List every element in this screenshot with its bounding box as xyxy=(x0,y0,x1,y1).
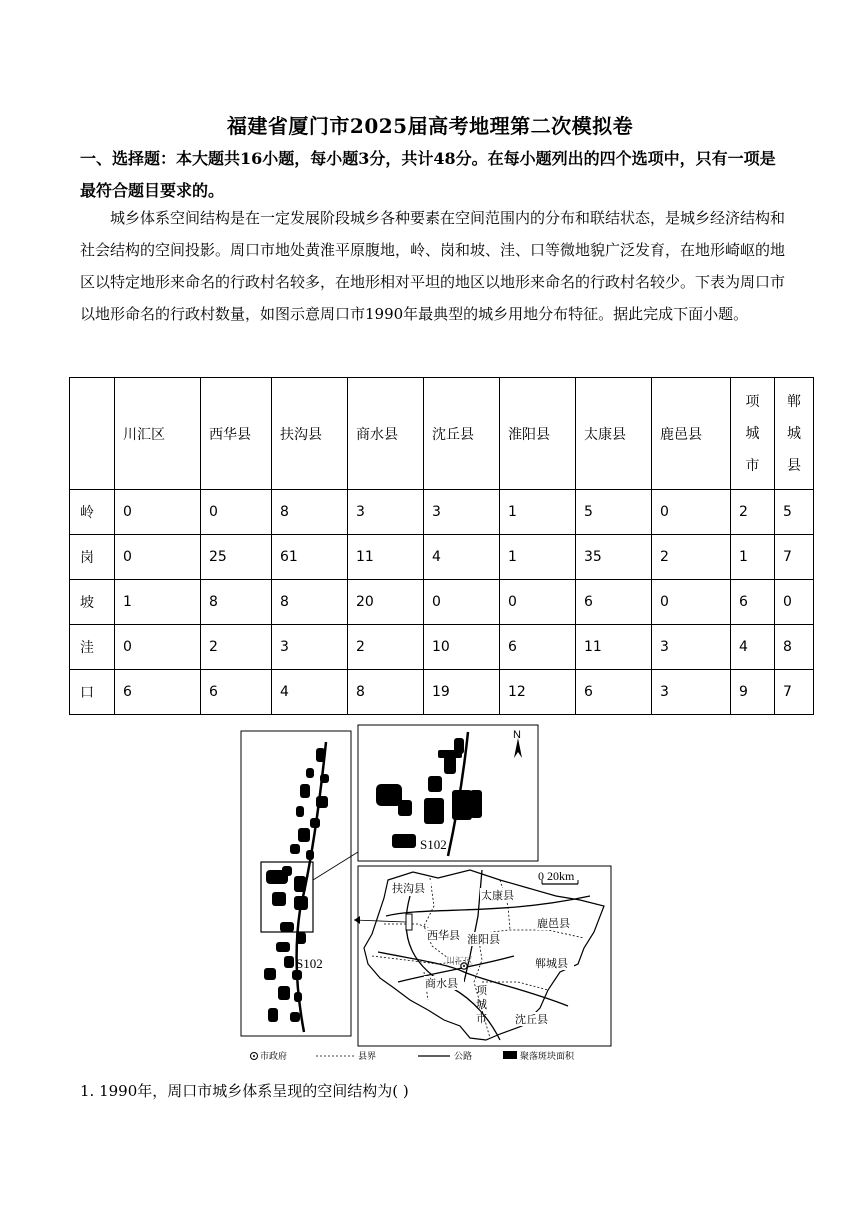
table-cell: 5 xyxy=(576,490,652,535)
table-col-header: 太康县 xyxy=(576,378,652,490)
table-corner-cell xyxy=(70,378,115,490)
table-cell: 0 xyxy=(115,535,201,580)
table-cell: 6 xyxy=(576,580,652,625)
table-cell: 4 xyxy=(731,625,775,670)
table-row-label: 岗 xyxy=(70,535,115,580)
road-label-left: S102 xyxy=(296,956,323,971)
table-cell: 2 xyxy=(201,625,272,670)
road-label-inset: S102 xyxy=(420,837,447,852)
svg-text:沈丘县: 沈丘县 xyxy=(515,1013,548,1026)
table-cell: 0 xyxy=(115,490,201,535)
table-cell: 3 xyxy=(424,490,500,535)
table-cell: 35 xyxy=(576,535,652,580)
svg-text:0 20km: 0 20km xyxy=(538,869,575,883)
table-cell: 20 xyxy=(348,580,424,625)
table-header-row xyxy=(70,378,814,490)
table-cell: 7 xyxy=(775,535,814,580)
table-row xyxy=(70,535,814,580)
table-row-label: 岭 xyxy=(70,490,115,535)
table-cell: 6 xyxy=(731,580,775,625)
table-cell: 4 xyxy=(424,535,500,580)
svg-text:太康县: 太康县 xyxy=(481,889,514,902)
table-cell: 2 xyxy=(731,490,775,535)
svg-text:聚落斑块面积: 聚落斑块面积 xyxy=(520,1052,575,1062)
table-cell: 2 xyxy=(652,535,731,580)
table-cell: 6 xyxy=(500,625,576,670)
table-cell: 3 xyxy=(348,490,424,535)
table-cell: 1 xyxy=(731,535,775,580)
svg-text:市: 市 xyxy=(476,1012,487,1025)
table-cell: 8 xyxy=(775,625,814,670)
table-cell: 8 xyxy=(272,580,348,625)
table-cell: 0 xyxy=(775,580,814,625)
table-col-header xyxy=(731,378,775,490)
svg-text:郸城县: 郸城县 xyxy=(535,957,568,970)
svg-text:城: 城 xyxy=(476,998,487,1011)
scale-bar xyxy=(538,869,578,884)
svg-text:市政府: 市政府 xyxy=(260,1052,288,1062)
table-row xyxy=(70,670,814,715)
table-cell: 3 xyxy=(652,670,731,715)
table-col-header: 扶沟县 xyxy=(272,378,348,490)
svg-text:县界: 县界 xyxy=(358,1052,377,1062)
table-col-header-label: 郸 城 县 xyxy=(787,393,801,474)
locator-connector-line xyxy=(354,920,406,922)
table-cell: 2 xyxy=(348,625,424,670)
table-cell: 5 xyxy=(775,490,814,535)
table-col-header: 川汇区 xyxy=(115,378,201,490)
north-arrow-icon xyxy=(513,729,522,758)
table-cell: 1 xyxy=(500,535,576,580)
svg-text:川汇区: 川汇区 xyxy=(446,957,474,967)
table-cell: 10 xyxy=(424,625,500,670)
table-col-header: 商水县 xyxy=(348,378,424,490)
svg-text:项: 项 xyxy=(476,984,487,997)
table-row-label: 口 xyxy=(70,670,115,715)
table-col-header: 沈丘县 xyxy=(424,378,500,490)
table-cell: 12 xyxy=(500,670,576,715)
table-cell: 19 xyxy=(424,670,500,715)
passage-text: 城乡体系空间结构是在一定发展阶段城乡各种要素在空间范围内的分布和联结状态，是城乡经济结构和社会结构的空间投影。周口市地处黄淮平原腹地，岭、岗和坡、洼、口等微地貌广泛发育，在地形崎岖的地区以特定地形来命名的行政村名较多，在地形相对平坦的地区以地形来命名的行政村名较少。下表为周口市以地形命名的行政村数量，如图示意周口市1990年最典型的城乡用地分布特征。据此完成下面小题。 xyxy=(80,209,786,323)
table-cell: 6 xyxy=(201,670,272,715)
map-legend xyxy=(251,1050,576,1062)
table-cell: 4 xyxy=(272,670,348,715)
table-cell: 1 xyxy=(500,490,576,535)
table-cell: 0 xyxy=(652,580,731,625)
village-count-table xyxy=(69,377,814,715)
table-cell: 0 xyxy=(201,490,272,535)
table-cell: 8 xyxy=(201,580,272,625)
svg-text:扶沟县: 扶沟县 xyxy=(392,882,425,895)
table-cell: 0 xyxy=(115,625,201,670)
table-cell: 3 xyxy=(652,625,731,670)
table-cell: 8 xyxy=(272,490,348,535)
table-col-header-label: 项 城 市 xyxy=(745,393,760,474)
question-1: 1. 1990年，周口市城乡体系呈现的空间结构为( ) xyxy=(80,1082,409,1100)
svg-text:淮阳县: 淮阳县 xyxy=(467,933,500,946)
table-row xyxy=(70,625,814,670)
table-cell: 9 xyxy=(731,670,775,715)
locator-arrow-icon xyxy=(354,916,360,924)
table-row xyxy=(70,490,814,535)
study-area-marker xyxy=(406,914,412,930)
table-col-header: 鹿邑县 xyxy=(652,378,731,490)
table-cell: 6 xyxy=(115,670,201,715)
table-cell: 1 xyxy=(115,580,201,625)
table-cell: 0 xyxy=(652,490,731,535)
svg-text:商水县: 商水县 xyxy=(425,977,458,990)
svg-text:西华县: 西华县 xyxy=(427,929,460,942)
table-cell: 8 xyxy=(348,670,424,715)
page-title: 福建省厦门市2025届高考地理第二次模拟卷 xyxy=(226,114,634,138)
table-cell: 61 xyxy=(272,535,348,580)
table-col-header: 西华县 xyxy=(201,378,272,490)
table-cell: 0 xyxy=(500,580,576,625)
zhoukou-map-figure xyxy=(238,720,622,1064)
table-cell: 0 xyxy=(424,580,500,625)
table-row-label: 坡 xyxy=(70,580,115,625)
table-row-label: 洼 xyxy=(70,625,115,670)
table-col-header xyxy=(775,378,814,490)
table-cell: 7 xyxy=(775,670,814,715)
svg-text:N: N xyxy=(513,729,521,741)
table-cell: 6 xyxy=(576,670,652,715)
table-cell: 25 xyxy=(201,535,272,580)
table-col-header: 淮阳县 xyxy=(500,378,576,490)
svg-text:公路: 公路 xyxy=(454,1052,473,1062)
table-row xyxy=(70,580,814,625)
table-cell: 11 xyxy=(576,625,652,670)
table-cell: 11 xyxy=(348,535,424,580)
section-heading: 一、选择题：本大题共16小题，每小题3分，共计48分。在每小题列出的四个选项中，只有一项是最符合题目要求的。 xyxy=(80,149,776,200)
svg-text:鹿邑县: 鹿邑县 xyxy=(537,917,570,930)
table-cell: 3 xyxy=(272,625,348,670)
